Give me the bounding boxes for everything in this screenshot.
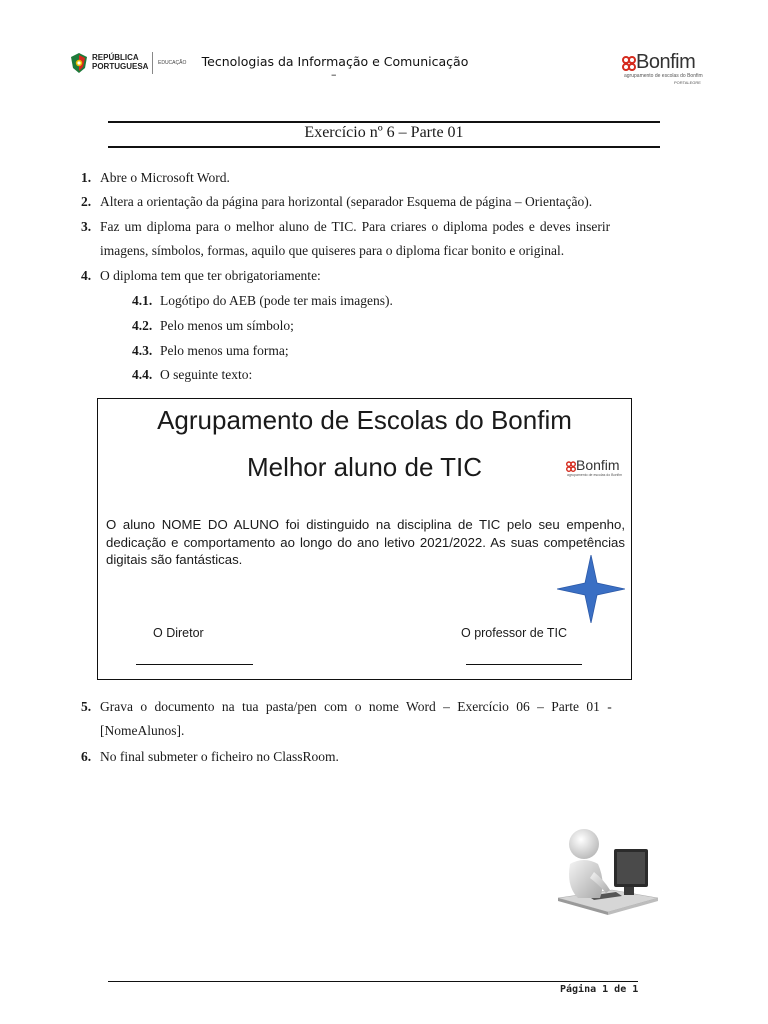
diploma-bonfim-logo: [566, 459, 628, 481]
substep-text: Logótipo do AEB (pode ter mais imagens).: [160, 293, 393, 308]
exercise-title: Exercício nº 6 – Parte 01: [304, 124, 464, 141]
step-number: 6.: [81, 749, 92, 764]
step-text: No final submeter o ficheiro no ClassRoom.: [100, 749, 339, 764]
bonfim-logo: [622, 51, 703, 90]
republica-portuguesa-logo: [70, 50, 190, 78]
title-rule-top: [108, 121, 660, 123]
step-text-line-2: imagens, símbolos, formas, aquilo que quiseres para o diploma ficar bonito e original.: [100, 243, 565, 258]
page-number: Página 1 de 1: [560, 984, 639, 995]
logo-text-republica: REPÚBLICA: [92, 53, 139, 62]
substep-number: 4.3.: [132, 343, 153, 358]
person-at-computer-illustration: [556, 824, 660, 916]
logo-text-portuguesa: PORTUGUESA: [92, 62, 149, 71]
signature-label-teacher: O professor de TIC: [461, 626, 568, 640]
signature-label-director: O Diretor: [153, 626, 204, 640]
step-text-line-1: Faz um diploma para o melhor aluno de TIC. Para criares o diploma podes e deves inserir: [100, 219, 611, 234]
substep-text: Pelo menos um símbolo;: [160, 318, 294, 333]
logo-divider: [152, 52, 153, 74]
step-text: Altera a orientação da página para horizontal (separador Esquema de página – Orientação).: [100, 194, 593, 209]
substep-number: 4.1.: [132, 293, 153, 308]
header-dash: –: [331, 68, 337, 81]
diploma-body: O aluno NOME DO ALUNO foi distinguido na disciplina de TIC pelo seu empenho, dedicação e comportamento ao longo do ano letivo 2021/2022. As suas competências digitais são fantásticas.: [106, 517, 625, 567]
title-rule-bottom: [108, 146, 660, 148]
step-text-line-1: Grava o documento na tua pasta/pen com o nome Word – Exercício 06 – Parte 01 -: [100, 699, 612, 714]
bonfim-logo-subtitle: agrupamento de escolas do Bonfim: [624, 73, 703, 79]
substep-text: O seguinte texto:: [160, 367, 253, 382]
signature-line-teacher: [466, 664, 582, 665]
substep-number: 4.4.: [132, 367, 153, 382]
diploma-example: [97, 398, 632, 680]
footer-rule: [108, 981, 638, 982]
bonfim-logo-city: PORTALEGRE: [674, 80, 701, 85]
step-number: 5.: [81, 699, 92, 714]
step-text: Abre o Microsoft Word.: [100, 170, 230, 185]
diploma-logo-subtitle: agrupamento de escolas do Bonfim: [567, 473, 623, 477]
bonfim-mark-icon: [622, 56, 636, 72]
step-number: 4.: [81, 268, 92, 283]
step-text-line-2: [NomeAlunos].: [100, 723, 185, 738]
header-title: Tecnologias da Informação e Comunicação: [201, 54, 469, 69]
diploma-subtitle: Melhor aluno de TIC: [246, 452, 483, 482]
signature-line-director: [136, 664, 253, 665]
substep-text: Pelo menos uma forma;: [160, 343, 289, 358]
diploma-logo-word: Bonfim: [576, 457, 620, 473]
coat-of-arms-icon: [70, 52, 88, 74]
step-number: 2.: [81, 194, 92, 209]
step-text: O diploma tem que ter obrigatoriamente:: [100, 268, 321, 283]
substep-number: 4.2.: [132, 318, 153, 333]
step-number: 1.: [81, 170, 92, 185]
bonfim-mark-icon: [566, 461, 576, 473]
step-number: 3.: [81, 219, 92, 234]
logo-text-educacao: EDUCAÇÃO: [158, 60, 187, 66]
diploma-title: Agrupamento de Escolas do Bonfim: [157, 405, 572, 435]
bonfim-logo-word: Bonfim: [636, 51, 696, 73]
four-point-star-icon: [557, 555, 625, 623]
